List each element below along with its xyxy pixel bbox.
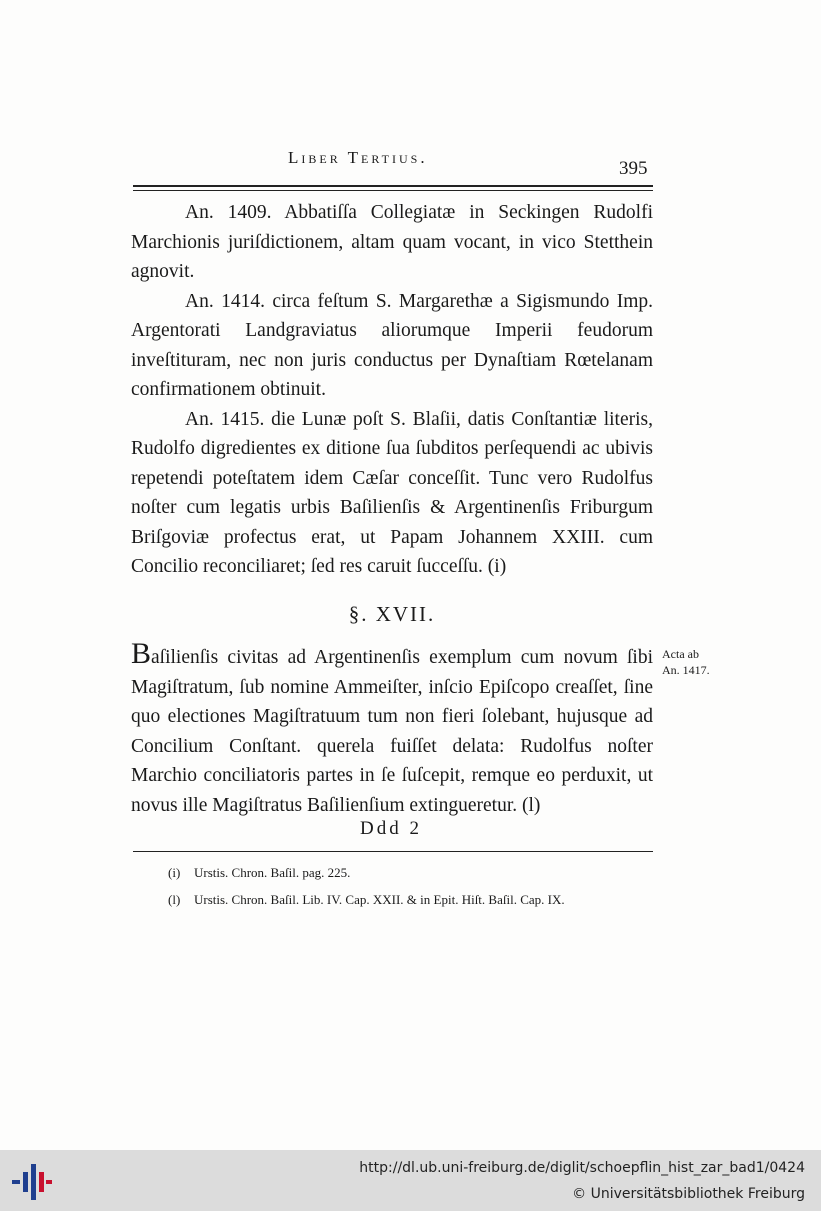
copyright-text: © Universitätsbibliothek Freiburg xyxy=(572,1186,805,1202)
paragraph-17 xyxy=(131,637,653,820)
running-head: Liber Tertius. xyxy=(288,148,428,167)
paragraph-1414: An. 1414. circa feſtum S. Margarethæ a Sigismundo Imp. Argentorati Landgraviatus aliorumque Imperii feudorum inveſtituram, nec non juris conductus per Dynaſtiam Rœtelanam confirmationem obtinuit. xyxy=(131,290,653,400)
header-rule xyxy=(133,185,653,187)
margin-note-line2: An. 1417. xyxy=(662,663,710,677)
footnote-rule xyxy=(133,851,653,852)
footnotes xyxy=(168,859,658,913)
paragraph-17-text: aſilienſis civitas ad Argentinenſis exemplum cum novum ſibi Magiſtratum, ſub nomine Ammeiſter, inſcio Epiſcopo creaſſet, ſine quo electiones Magiſtratuum tum non fieri ſolebant, hujusque ad Concilium Conſtant. querela fuiſſet delata: Rudolfus noſter Marchio conciliatoris partes in ſe ſuſcepit, remque eo perduxit, ut novus ille Magiſtratus Baſilienſium extingueretur. (l) xyxy=(131,647,653,816)
footnote-text: Urstis. Chron. Baſil. Lib. IV. Cap. XXII. & in Epit. Hiſt. Baſil. Cap. IX. xyxy=(194,892,565,907)
section-heading: §. XVII. xyxy=(348,601,436,626)
footnote-mark: (l) xyxy=(168,892,181,907)
footnote-l xyxy=(168,886,658,913)
footnote-text: Urstis. Chron. Baſil. pag. 225. xyxy=(194,865,351,880)
paragraph-1409: An. 1409. Abbatiſſa Collegiatæ in Seckingen Rudolfi Marchionis juriſdictionem, altam quam vocant, in vico Stetthein agnovit. xyxy=(131,202,653,282)
footnote-mark: (i) xyxy=(168,865,181,880)
margin-note-line1: Acta ab xyxy=(662,647,699,661)
drop-cap: B xyxy=(131,637,152,670)
permalink-url[interactable]: http://dl.ub.uni-freiburg.de/diglit/schoepflin_hist_zar_bad1/0424 xyxy=(359,1160,805,1176)
signature-mark: Ddd 2 xyxy=(360,818,422,839)
page-number: 395 xyxy=(619,158,648,179)
body-text xyxy=(131,198,653,820)
paragraph-1415: An. 1415. die Lunæ poſt S. Blaſii, datis Conſtantiæ literis, Rudolfo digredientes ex ditione ſua ſubditos perſequendi ac ubivis repetendi poteſtatem idem Cæſar conceſſit. Tunc vero Rudolfus noſter cum legatis urbis Baſilienſis & Argentinenſis Friburgum Briſgoviæ profectus erat, ut Papam Johannem XXIII. cum Concilio reconciliaret; ſed res caruit ſucceſſu. (i) xyxy=(131,408,653,577)
margin-note xyxy=(662,646,710,678)
header-rule-thin xyxy=(133,190,653,191)
footnote-i xyxy=(168,859,658,886)
university-logo-icon xyxy=(12,1162,52,1202)
